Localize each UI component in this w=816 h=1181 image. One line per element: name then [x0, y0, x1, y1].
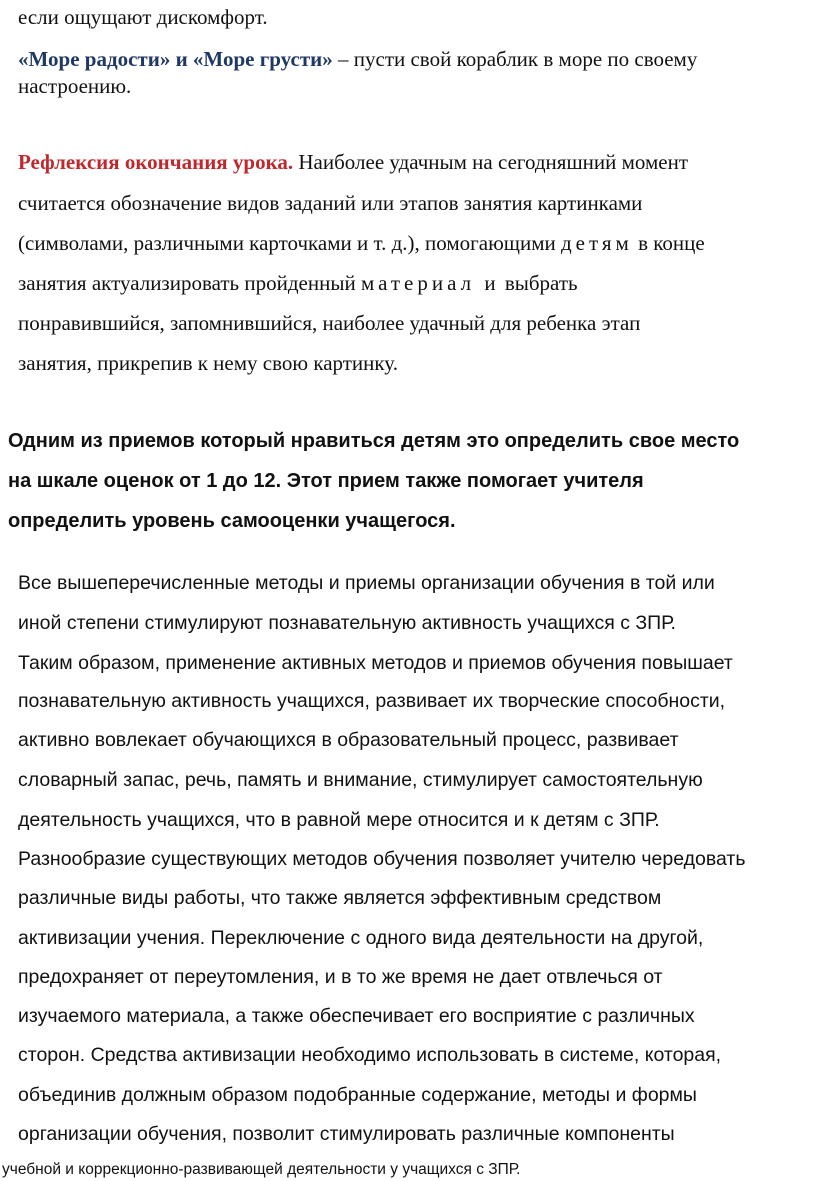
reflection-line-3	[18, 230, 705, 256]
conclusion-line: познавательную активность учащихся, развивает их творческие способности,	[18, 690, 726, 712]
conclusion-line: объединив должным образом подобранные содержание, методы и формы	[18, 1084, 697, 1106]
conclusion-line: активно вовлекает обучающихся в образовательный процесс, развивает	[18, 729, 679, 751]
conclusion-line: сторон. Средства активизации необходимо использовать в системе, которая,	[18, 1044, 722, 1066]
reflection-line-4	[18, 270, 578, 296]
scale-line-2: на шкале оценок от 1 до 12. Этот прием также помогает учителя	[8, 470, 644, 492]
sea-paragraph-line-1	[18, 46, 697, 72]
reflection-text: занятия актуализировать пройденный	[18, 271, 361, 295]
reflection-line-2: считается обозначение видов заданий или этапов занятия картинками	[18, 191, 643, 215]
reflection-line-6: занятия, прикрепив к нему свою картинку.	[18, 351, 398, 375]
sea-game-description: – пусти свой кораблик в море по своему	[332, 47, 698, 71]
reflection-line-1	[18, 149, 688, 175]
footer-line: учебной и коррекционно-развивающей деятельности у учащихся с ЗПР.	[2, 1161, 521, 1178]
conclusion-line: Таким образом, применение активных методов и приемов обучения повышает	[18, 652, 733, 674]
conclusion-line: различные виды работы, что также является эффективным средством	[18, 887, 662, 909]
scale-line-1: Одним из приемов который нравиться детям это определить свое место	[8, 430, 740, 452]
conclusion-line: предохраняет от переутомления, и в то же время не дает отвлечься от	[18, 966, 663, 988]
reflection-spaced-word: детям	[560, 231, 633, 255]
reflection-line-5: понравившийся, запомнившийся, наиболее удачный для ребенка этап	[18, 311, 641, 335]
conclusion-line: изучаемого материала, а также обеспечивает его восприятие с различных	[18, 1005, 695, 1027]
reflection-text: Наиболее удачным на сегодняшний момент	[293, 150, 689, 174]
reflection-title: Рефлексия окончания урока.	[18, 150, 294, 174]
conclusion-line: деятельность учащихся, что в равной мере относится и к детям с ЗПР.	[18, 809, 660, 831]
conclusion-line: Разнообразие существующих методов обучения позволяет учителю чередовать	[18, 848, 746, 870]
reflection-text: (символами, различными карточками и т. д.), помогающими	[18, 231, 561, 255]
conclusion-line: Все вышеперечисленные методы и приемы организации обучения в той или	[18, 572, 715, 594]
intro-line: если ощущают дискомфорт.	[18, 5, 268, 29]
conclusion-line: иной степени стимулируют познавательную активность учащихся с ЗПР.	[18, 612, 676, 634]
conclusion-line: активизации учения. Переключение с одного вида деятельности на другой,	[18, 927, 704, 949]
reflection-text: в конце	[632, 231, 705, 255]
sea-game-title: «Море радости» и «Море грусти»	[18, 47, 333, 71]
sea-paragraph-line-2: настроению.	[18, 74, 132, 98]
reflection-spaced-word: материал и	[360, 271, 500, 295]
conclusion-line: словарный запас, речь, память и внимание, стимулирует самостоятельную	[18, 769, 703, 791]
conclusion-line: организации обучения, позволит стимулировать различные компоненты	[18, 1123, 675, 1145]
reflection-text: выбрать	[499, 271, 578, 295]
scale-line-3: определить уровень самооценки учащегося.	[8, 510, 456, 532]
